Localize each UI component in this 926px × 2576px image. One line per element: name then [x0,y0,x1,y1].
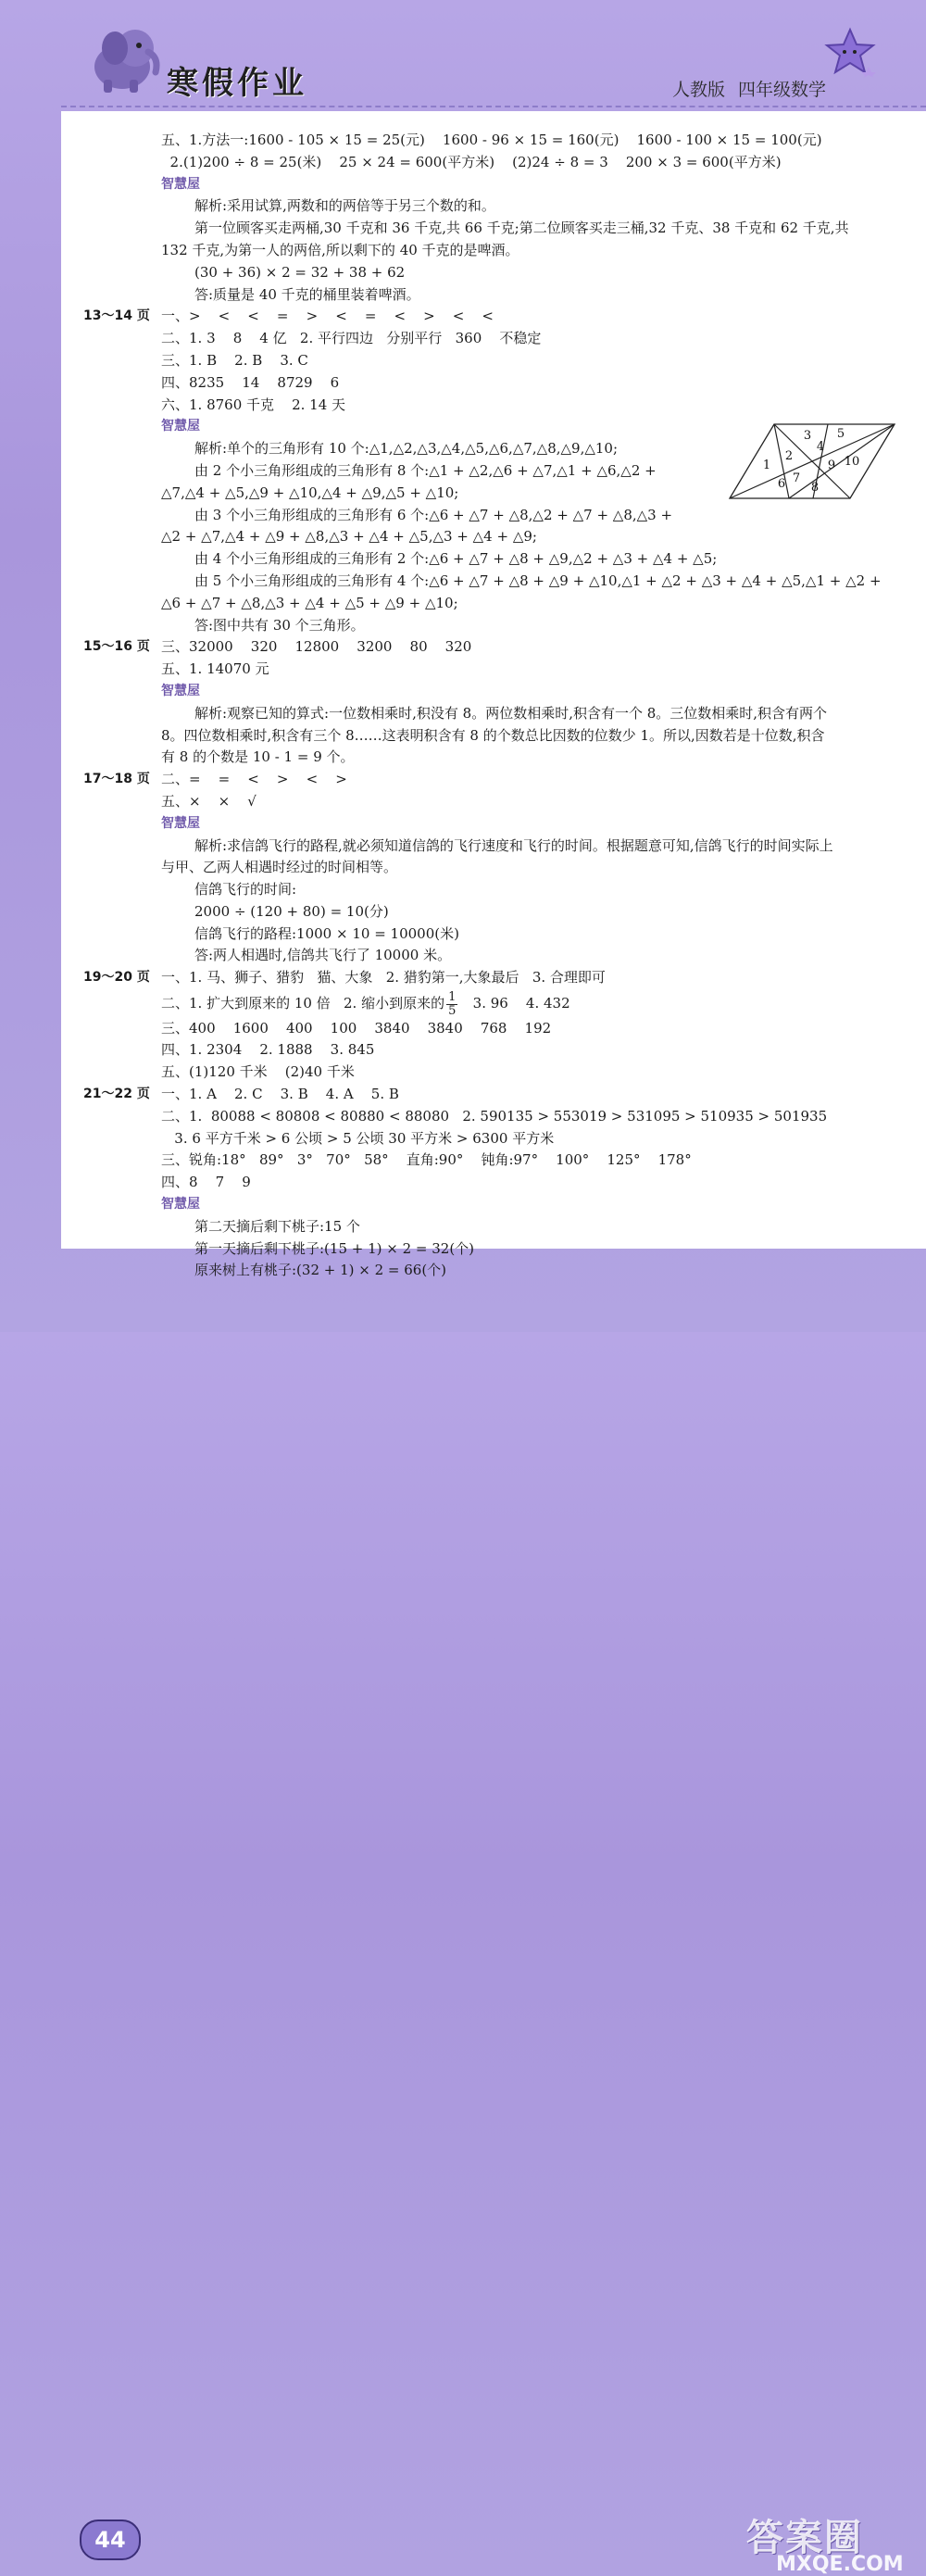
answer-line: 由 5 个小三角形组成的三角形有 4 个:△6 + △7 + △8 + △9 + △10,△1 + △2 + △3 + △4 + △5,△1 + △2 + [194,572,882,589]
answer-line: 第一位顾客买走两桶,30 千克和 36 千克,共 66 千克;第二位顾客买走三桶,32 千克、38 千克和 62 千克,共 [194,220,849,237]
section-page-label: 19～20 页 [83,970,150,986]
answer-line: 第一天摘后剩下桃子:(15 + 1) × 2 = 32(个) [194,1239,475,1257]
answer-line: 由 3 个小三角形组成的三角形有 6 个:△6 + △7 + △8,△2 + △7 + △8,△3 + [194,506,673,523]
elephant-mascot-icon [81,20,161,96]
answer-line: (30 + 36) × 2 = 32 + 38 + 62 [194,263,406,281]
answer-line: 解析:单个的三角形有 10 个:△1,△2,△3,△4,△5,△6,△7,△8,△9,△10; [194,440,619,458]
star-icon [822,26,878,78]
answer-line: 第二天摘后剩下桃子:15 个 [194,1217,360,1235]
section-page-label: 13～14 页 [83,308,150,324]
answer-line: 132 千克,为第一人的两倍,所以剩下的 40 千克的是啤酒。 [161,241,519,258]
triangle-label: 7 [792,471,801,485]
answer-line: 三、1. B 2. B 3. C [161,351,308,369]
watermark-url: MXQE.COM [776,2553,904,2576]
page-footer [0,1249,926,2576]
wisdom-house-heading: 智慧屋 [161,176,200,192]
answer-line: 一、1. 马、狮子、猎豹 猫、大象 2. 猎豹第一,大象最后 3. 合理即可 [161,969,606,986]
brand-text: 寒假作业 [167,65,307,102]
answer-line: 一、> < < = > < = < > < < [161,308,494,325]
answer-line: △2 + △7,△4 + △9 + △8,△3 + △4 + △5,△3 + △4 + △9; [161,528,537,546]
answer-line: 二、1. 3 8 4 亿 2. 平行四边 分别平行 360 不稳定 [161,330,542,347]
brand-title [167,57,307,103]
answer-line: 三、400 1600 400 100 3840 3840 768 192 [161,1019,552,1037]
edition-label: 人教版 四年级数学 [672,80,827,100]
answer-line: 五、1. 14070 元 [161,660,269,678]
answer-line: 3. 6 平方千米 > 6 公顷 > 5 公顷 30 平方米 > 6300 平方米 [161,1129,555,1147]
answer-line: 由 2 个小三角形组成的三角形有 8 个:△1 + △2,△6 + △7,△1 + △6,△2 + [194,461,657,479]
triangle-label: 9 [827,459,836,472]
answer-line: 二、1. 80088 < 80808 < 80880 < 88080 2. 590135 > 553019 > 531095 > 510935 > 501935 [161,1107,828,1125]
wisdom-house-heading: 智慧屋 [161,683,200,698]
answer-line: △7,△4 + △5,△9 + △10,△4 + △9,△5 + △10; [161,484,459,501]
section-page-label: 21～22 页 [83,1086,150,1101]
answer-line: 五、(1)120 千米 (2)40 千米 [161,1063,355,1081]
triangle-figure [728,422,896,500]
answer-line: 答:两人相遇时,信鸽共飞行了 10000 米。 [194,947,452,964]
wisdom-house-heading: 智慧屋 [161,419,200,434]
triangle-label: 4 [816,440,825,454]
fraction-denominator: 5 [448,1003,457,1018]
answer-line: 有 8 的个数是 10 - 1 = 9 个。 [161,748,355,766]
answer-section [83,130,898,306]
answer-line: 五、× × √ [161,792,257,810]
triangle-label: 8 [810,481,820,495]
answer-line: 由 4 个小三角形组成的三角形有 2 个:△6 + △7 + △8 + △9,△2 + △3 + △4 + △5; [194,550,718,568]
answer-line: 六、1. 8760 千克 2. 14 天 [161,396,346,413]
answer-line: 一、1. A 2. C 3. B 4. A 5. B [161,1085,399,1102]
triangle-label: 10 [844,455,860,469]
answer-text: 3. 96 4. 432 [459,995,570,1012]
answer-line: 与甲、乙两人相遇时经过的时间相等。 [161,859,398,876]
triangle-label: 2 [784,449,794,463]
answer-line: 五、1.方法一:1600 - 105 × 15 = 25(元) 1600 - 96 × 15 = 160(元) 1600 - 100 × 15 = 100(元) [161,132,822,148]
answer-content [83,130,898,1282]
section-page-label: 15～16 页 [83,639,150,655]
triangle-label: 1 [762,459,771,472]
answer-line: 原来树上有桃子:(32 + 1) × 2 = 66(个) [194,1262,447,1279]
answer-section [83,636,898,769]
fraction-numerator: 1 [448,989,457,1004]
answer-line: △6 + △7 + △8,△3 + △4 + △5 + △9 + △10; [161,594,458,611]
triangle-label: 5 [836,427,845,441]
answer-line: 四、8 7 9 [161,1174,251,1191]
triangle-label: 6 [777,477,786,491]
answer-line: 解析:求信鸽飞行的路程,就必须知道信鸽的飞行速度和飞行的时间。根据题意可知,信鸽飞行的时间实际上 [194,836,833,854]
page-header [0,0,926,109]
triangle-label: 3 [803,429,812,443]
answer-text: 二、1. 扩大到原来的 10 倍 2. 缩小到原来的 [161,995,445,1012]
answer-line: 四、8235 14 8729 6 [161,373,340,391]
answer-line: 8。四位数相乘时,积含有三个 8……这表明积含有 8 的个数总比因数的位数少 1。所以,因数若是十位数,积含 [161,726,825,744]
answer-line: 二、= = < > < > [161,771,347,788]
watermark-logo: 答案圈 [746,2517,863,2559]
answer-line: 信鸽飞行的路程:1000 × 10 = 10000(米) [194,924,459,942]
answer-line: 答:图中共有 30 个三角形。 [194,616,365,634]
answer-section [83,769,898,967]
page-number: 44 [80,2519,141,2560]
answer-line: 信鸽飞行的时间: [194,881,297,898]
header-divider [61,106,926,107]
answer-line: 答:质量是 40 千克的桶里装着啤酒。 [194,285,420,303]
answer-line: 解析:采用试算,两数和的两倍等于另三个数的和。 [194,197,495,215]
fraction [446,991,457,1018]
answer-line: 三、锐角:18° 89° 3° 70° 58° 直角:90° 钝角:97° 100° 125° 178° [161,1151,692,1169]
wisdom-house-heading: 智慧屋 [161,815,200,831]
answer-line: 四、1. 2304 2. 1888 3. 845 [161,1041,375,1059]
wisdom-house-heading: 智慧屋 [161,1196,200,1212]
answer-line: 解析:观察已知的算式:一位数相乘时,积没有 8。两位数相乘时,积含有一个 8。三位数相乘时,积含有两个 [194,704,828,722]
answer-section [83,967,898,1084]
answer-line: 2000 ÷ (120 + 80) = 10(分) [194,902,389,920]
section-page-label: 17～18 页 [83,772,150,787]
answer-line [161,989,898,1018]
answer-line: 三、32000 320 12800 3200 80 320 [161,638,472,656]
answer-line: 2.(1)200 ÷ 8 = 25(米) 25 × 24 = 600(平方米) (2)24 ÷ 8 = 3 200 × 3 = 600(平方米) [161,153,782,170]
